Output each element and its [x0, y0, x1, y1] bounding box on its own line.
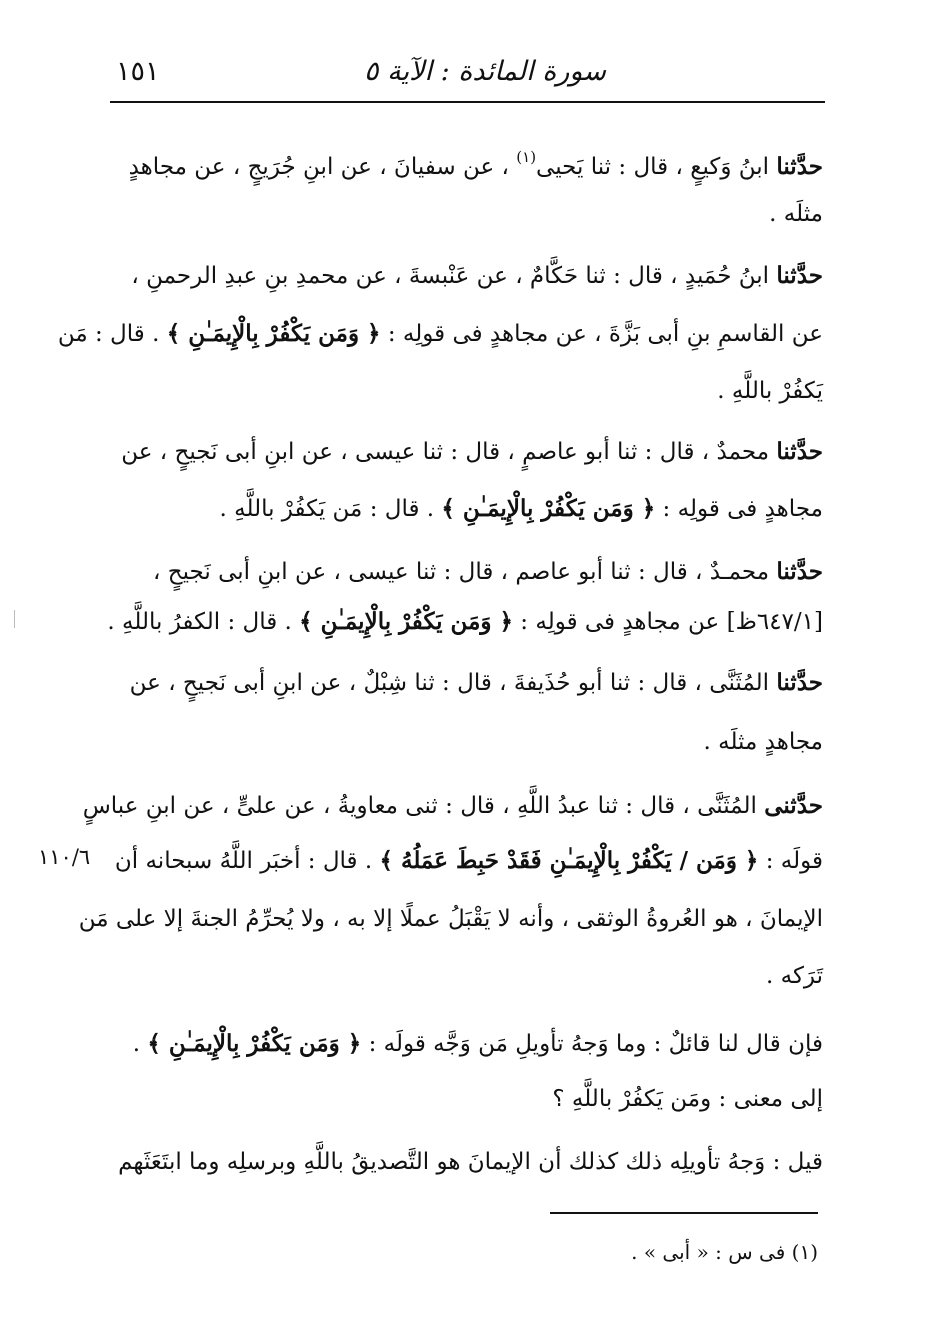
text-line — [108, 1133, 823, 1191]
text-line — [108, 1015, 823, 1073]
running-title: سورة المائدة : الآية ٥ — [364, 56, 606, 87]
line-text: . قال : الكفرُ باللَّهِ . — [107, 609, 292, 635]
text-line — [108, 654, 823, 712]
line-text: الإيمانَ ، هو العُروةُ الوثقى ، وأنه لا يَقْبَلُ عملًا إلا به ، ولا يُحرِّمُ الجنةَ إلا على مَن — [78, 906, 823, 932]
text-line — [108, 185, 823, 243]
page-header — [110, 48, 825, 98]
line-text: مثلَه . — [769, 201, 823, 227]
line-text: إلى معنى : ومَن يَكفُرْ باللَّهِ ؟ — [552, 1086, 823, 1112]
line-text: مجاهدٍ فى قولِه : — [662, 496, 823, 522]
line-text: . قال : مَن يَكفُرْ باللَّهِ . — [219, 496, 435, 522]
quran-quote: ﴿ وَمَن يَكْفُرْ بِالْإِيمَـٰنِ ﴾ — [441, 495, 656, 522]
header-rule — [110, 101, 825, 103]
page-number: ١٥١ — [116, 56, 160, 87]
hadith-lead: حدَّثنا — [776, 669, 823, 696]
hadith-lead: حدَّثنا — [776, 438, 823, 465]
line-text: . — [132, 1031, 141, 1057]
quran-quote: ﴿ وَمَن يَكْفُرْ بِالْإِيمَـٰنِ ﴾ — [299, 608, 513, 635]
quran-quote: ﴿ وَمَن يَكْفُرْ بِالْإِيمَـٰنِ ﴾ — [166, 320, 381, 347]
line-text: فإن قال لنا قائلٌ : وما وَجهُ تأويلِ مَن وَجَّه قولَه : — [368, 1031, 823, 1057]
text-line — [108, 247, 823, 305]
text-line — [108, 593, 823, 651]
line-text: ، عن سفيانَ ، عن ابنِ جُرَيجٍ ، عن مجاهدٍ — [128, 154, 509, 180]
line-text: قولَه : — [765, 848, 823, 874]
text-line — [78, 890, 823, 948]
line-text: عن القاسمِ بنِ أبى بَزَّةَ ، عن مجاهدٍ فى قولِه : — [387, 321, 823, 347]
line-text: . قال : أخبَر اللَّهُ سبحانه أن — [114, 848, 373, 874]
line-text: المُثَنَّى ، قال : ثنا أبو حُذَيفةَ ، قال : ثنا شِبْلٌ ، عن ابنِ أبى نَجيحٍ ، عن — [129, 670, 770, 696]
scan-mark — [14, 610, 15, 628]
line-text: محمدٌ ، قال : ثنا أبو عاصمٍ ، قال : ثنا عيسى ، عن ابنِ أبى نَجيحٍ ، عن — [121, 439, 770, 465]
line-text: . قال : مَن — [57, 321, 160, 347]
text-line — [108, 480, 823, 538]
line-text: تَرَكه . — [766, 963, 823, 989]
text-line — [108, 423, 823, 481]
footnote: (١) فى س : « أبى » . — [631, 1240, 818, 1264]
line-text: ابنُ وَكيعٍ ، قال : ثنا يَحيى — [536, 154, 770, 180]
margin-reference: ١١٠/٦ — [38, 845, 91, 869]
line-text: ابنُ حُمَيدٍ ، قال : ثنا حَكَّامٌ ، عن عَنْبسةَ ، عن محمدِ بنِ عبدِ الرحمنِ ، — [131, 263, 770, 289]
hadith-lead: حدَّثنا — [776, 153, 823, 180]
quran-quote: ﴿ وَمَن / يَكْفُرْ بِالْإِيمَـٰنِ فَقَدْ حَبِطَ عَمَلُهُ ﴾ — [379, 847, 759, 874]
text-line — [82, 777, 823, 835]
hadith-lead: حدَّثنا — [776, 558, 823, 585]
line-text: [٦٤٧/١ظ] عن مجاهدٍ فى قولِه : — [520, 609, 823, 635]
footnote-rule — [550, 1212, 818, 1214]
text-line — [108, 947, 823, 1005]
line-text: محمـدٌ ، قال : ثنا أبو عاصم ، قال : ثنا عيسى ، عن ابنِ أبى نَجيحٍ ، — [153, 559, 770, 585]
line-text: المُثَنَّى ، قال : ثنا عبدُ اللَّهِ ، قال : ثنى معاويةُ ، عن علىٍّ ، عن ابنِ عباسٍ — [82, 793, 757, 819]
hadith-lead: حدَّثنا — [776, 262, 823, 289]
footnote-marker: (١) — [516, 148, 537, 166]
text-line — [108, 1070, 823, 1128]
quran-quote: ﴿ وَمَن يَكْفُرْ بِالْإِيمَـٰنِ ﴾ — [147, 1030, 362, 1057]
text-line — [108, 832, 823, 890]
line-text: يَكفُرْ باللَّهِ . — [717, 378, 823, 404]
line-text: مجاهدٍ مثلَه . — [703, 729, 823, 755]
text-line — [108, 362, 823, 420]
line-text: قيل : وَجهُ تأويلِه ذلك كذلك أن الإيمانَ هو التَّصديقُ باللَّهِ وبرسلِه وما ابتَعَثَهم — [118, 1149, 823, 1175]
text-line — [108, 713, 823, 771]
hadith-lead: حدَّثنى — [764, 792, 823, 819]
text-line — [57, 305, 823, 363]
